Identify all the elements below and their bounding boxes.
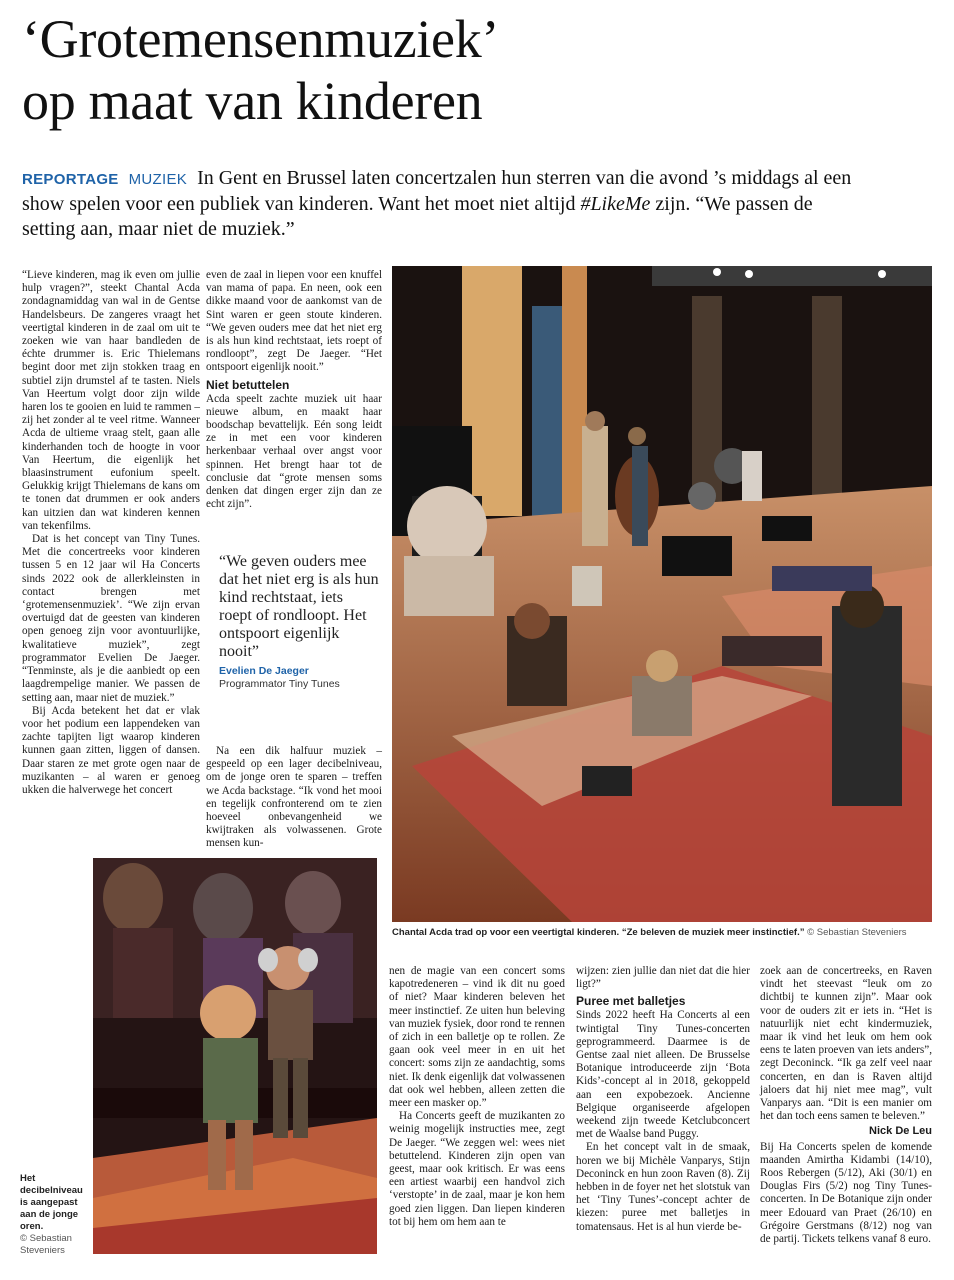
subheading-puree-met-balletjes: Puree met balletjes [576, 994, 686, 1009]
main-photo-caption-text: Chantal Acda trad op voor een veertigtal kinderen. “Ze beleven de muziek meer instinctief.” [392, 927, 805, 938]
article-column-2-top [206, 269, 382, 511]
small-photo-caption-text: Het decibelniveau is aangepast aan de jonge oren. [20, 1173, 83, 1232]
subheading-niet-betuttelen: Niet betuttelen [206, 377, 290, 392]
small-photo-caption [20, 1173, 88, 1257]
headline-line-2: op maat van kinderen [22, 71, 483, 131]
pull-quote-text: “We geven ouders mee dat het niet erg is als hun kind rechtstaat, iets roept of rondloopt. Het ontspoort eigenlijk nooit” [219, 553, 379, 660]
main-photo-credit: © Sebastian Steveniers [807, 927, 907, 938]
paragraph: En het concept valt in de smaak, horen we bij Michèle Vanparys, Stijn Deconinck en hun zoon Raven (8). Zij hebben in de foyer net het slotstuk van het ‘Tiny Tunes’-concept achter de kiezen: puree met balletjes in tomatensaus. Het is al hun vierde be- [576, 1141, 750, 1233]
article-column-1 [22, 269, 200, 797]
concert-stage-illustration [392, 266, 932, 922]
intro-lead [22, 166, 852, 242]
kicker-reportage: REPORTAGE [22, 171, 119, 188]
paragraph: Dat is het concept van Tiny Tunes. Met die concertreeks voor kinderen tussen 5 en 12 jaar wil Ha Concerts sinds 2022 ook de allerkleinsten in contact brengen met ‘grotemensenmuziek’. “We zijn ervan overtuigd dat de geesten van kinderen open genoeg zijn voor avontuurlijke, kwalitatieve muziek”, zegt programmator Evelien De Jaeger. “Tenminste, als je die aanbiedt op een laagdrempelige manier. We passen de setting aan, maar niet de muziek.” [22, 533, 200, 704]
small-photo-credit: © Sebastian Steveniers [20, 1233, 72, 1256]
paragraph: Bij Ha Concerts spelen de komende maanden Amirtha Kidambi (14/10), Roos Rebergen (5/12), Aki (30/1) en Douglas Firs (5/2) nog Tiny Tunes-concerten. In De Botanique zijn onder meer Edouard van Praet (26/10) en Grégoire Gerstmans (8/12) nog van de partij. Tickets telkens vanaf 8 euro. [760, 1140, 932, 1246]
article-column-2-bottom [206, 745, 382, 851]
article-column-3 [389, 965, 565, 1229]
main-concert-photo [392, 266, 932, 922]
pull-quote-name: Evelien De Jaeger [219, 665, 309, 677]
intro-text-2: zijn. “We passen de setting aan, maar niet de muziek.” [22, 193, 813, 240]
paragraph: nen de magie van een concert soms kapotredeneren – vind ik dit nu goed of niet? Maar kinderen beleven het meer instinctief. Ze uiten hun beleving van muziek fysiek, door rond te rennen of zich in een balletje op te rollen. Ze gaan ook veel meer in en uit het concert: soms zijn ze aandachtig, soms niet. Ik denk eigenlijk dat volwassenen dat ook wel hebben, alleen zetten die meer een masker op.” [389, 965, 565, 1110]
main-photo-caption [392, 927, 932, 939]
paragraph: Ha Concerts geeft de muzikanten zo weinig mogelijk instructies mee, zegt De Jaeger. “We zeggen wel: wees niet betuttelend. Kinderen zijn open van geest, maar ook kritisch. Er was eens een artiest waarbij een handvol zich ‘verstopte’ in de zaal, maar je kon hem goed zien liggen. Dan liepen kinderen tot bij hem om hem aan te [389, 1110, 565, 1228]
pull-quote [219, 553, 379, 691]
paragraph: “Lieve kinderen, mag ik even om jullie hulp vragen?”, steekt Chantal Acda zondagnamiddag van wal in de Gentse Handelsbeurs. De zangeres vraagt het veertigtal kinderen in de zaal om uit te zoeken wie van haar bandleden de échte drummer is. Eric Thielemans begint door met zijn stokken traag en subtiel zijn drumstel af te tasten. Niels Van Heertum volgt door zijn wilde haren los te gooien en luid te rammen – zij het zonder al te veel ritme. Wanneer Acda de ultieme vraag stelt, gaan alle kinderhanden toch de hoogte in voor Van Heertum, die eigenlijk het blaasinstrument eufonium speelt. Gelukkig krijgt Thielemans de kans om te tonen dat drummen er ook anders kan uitzien dan wat kinderen kennen van tekenfilms. [22, 269, 200, 532]
paragraph: Acda speelt zachte muziek uit haar nieuwe album, en maakt haar boodschap bevattelijk. Eén song leidt ze in met een voor kinderen herkenbaar verhaal over angst voor spinnen. Het brengt haar tot de conclusie dat “grote mensen soms denken dat dingen erger zijn dan ze echt zijn”. [206, 392, 382, 511]
paragraph: Bij Acda betekent het dat er vlak voor het podium een lappendeken van zachte tapijten ligt waarop kinderen kunnen gaan zitten, liggen of dansen. Daar staren ze met grote ogen naar de muzikanten – al waren er genoeg ukken die halverwege het concert [22, 704, 200, 796]
headline [22, 8, 922, 132]
intro-text-1: In Gent en Brussel laten concertzalen hun sterren van die avond ’s middags al een show spelen voor een publiek van kinderen. Want het moet niet altijd [22, 167, 852, 215]
paragraph: wijzen: zien jullie dan niet dat die hier ligt?” [576, 965, 750, 991]
children-dancing-illustration [93, 858, 377, 1254]
author-byline: Nick De Leu [869, 1125, 932, 1138]
article-column-5 [760, 965, 932, 1246]
small-children-photo [93, 858, 377, 1254]
paragraph: zoek aan de concertreeks, en Raven vindt het steevast “leuk om zo dichtbij te kunnen zijn”. Maar ook voor de ouders zit er iets in. “Het is natuurlijk niet echt kindermuziek, maar ik vind het leuk om hem ook eens te laten proeven van iets anders”, zegt Deconinck. “Ik ga zelf veel naar concerten, en dan is Raven altijd jaloers dat hij niet mee mag”, vult Vanparys aan. “Dit is een manier om het dan toch eens samen te beleven.” [760, 965, 932, 1123]
paragraph: Na een dik halfuur muziek – gespeeld op een lager decibelniveau, om de jonge oren te sparen – treffen we Acda backstage. “Ik vond het mooi en tegelijk confronterend om te zien hoeveel onbevangenheid we kwijtraken als volwassenen. Grote mensen kun- [206, 745, 382, 850]
paragraph: Sinds 2022 heeft Ha Concerts al een twintigtal Tiny Tunes-concerten geprogrammeerd. Daarmee is de Gentse zaal niet alleen. De Brusselse Botanique introduceerde zijn ‘Bota Kids’-concept al in 2018, gekoppeld aan een expobezoek. Ancienne Belgique organiseerde afgelopen weekend zijn tweede Ketclubconcert met de Waalse band Puggy. [576, 1009, 750, 1141]
intro-hashtag: #LikeMe [580, 193, 651, 215]
paragraph: even de zaal in liepen voor een knuffel van mama of papa. En neen, ook een dikke maand voor de aankomst van de Sint waren er geen stoute kinderen. “We geven ouders mee dat het niet erg is als hun kind rechtstaat, iets roept of rondloopt”, zegt De Jaeger. “Het ontspoort eigenlijk nooit.” [206, 269, 382, 374]
article-column-4 [576, 965, 750, 1234]
pull-quote-role: Programmator Tiny Tunes [219, 678, 340, 690]
kicker-muziek: MUZIEK [128, 171, 188, 188]
headline-line-1: ‘Grotemensenmuziek’ [22, 9, 500, 69]
